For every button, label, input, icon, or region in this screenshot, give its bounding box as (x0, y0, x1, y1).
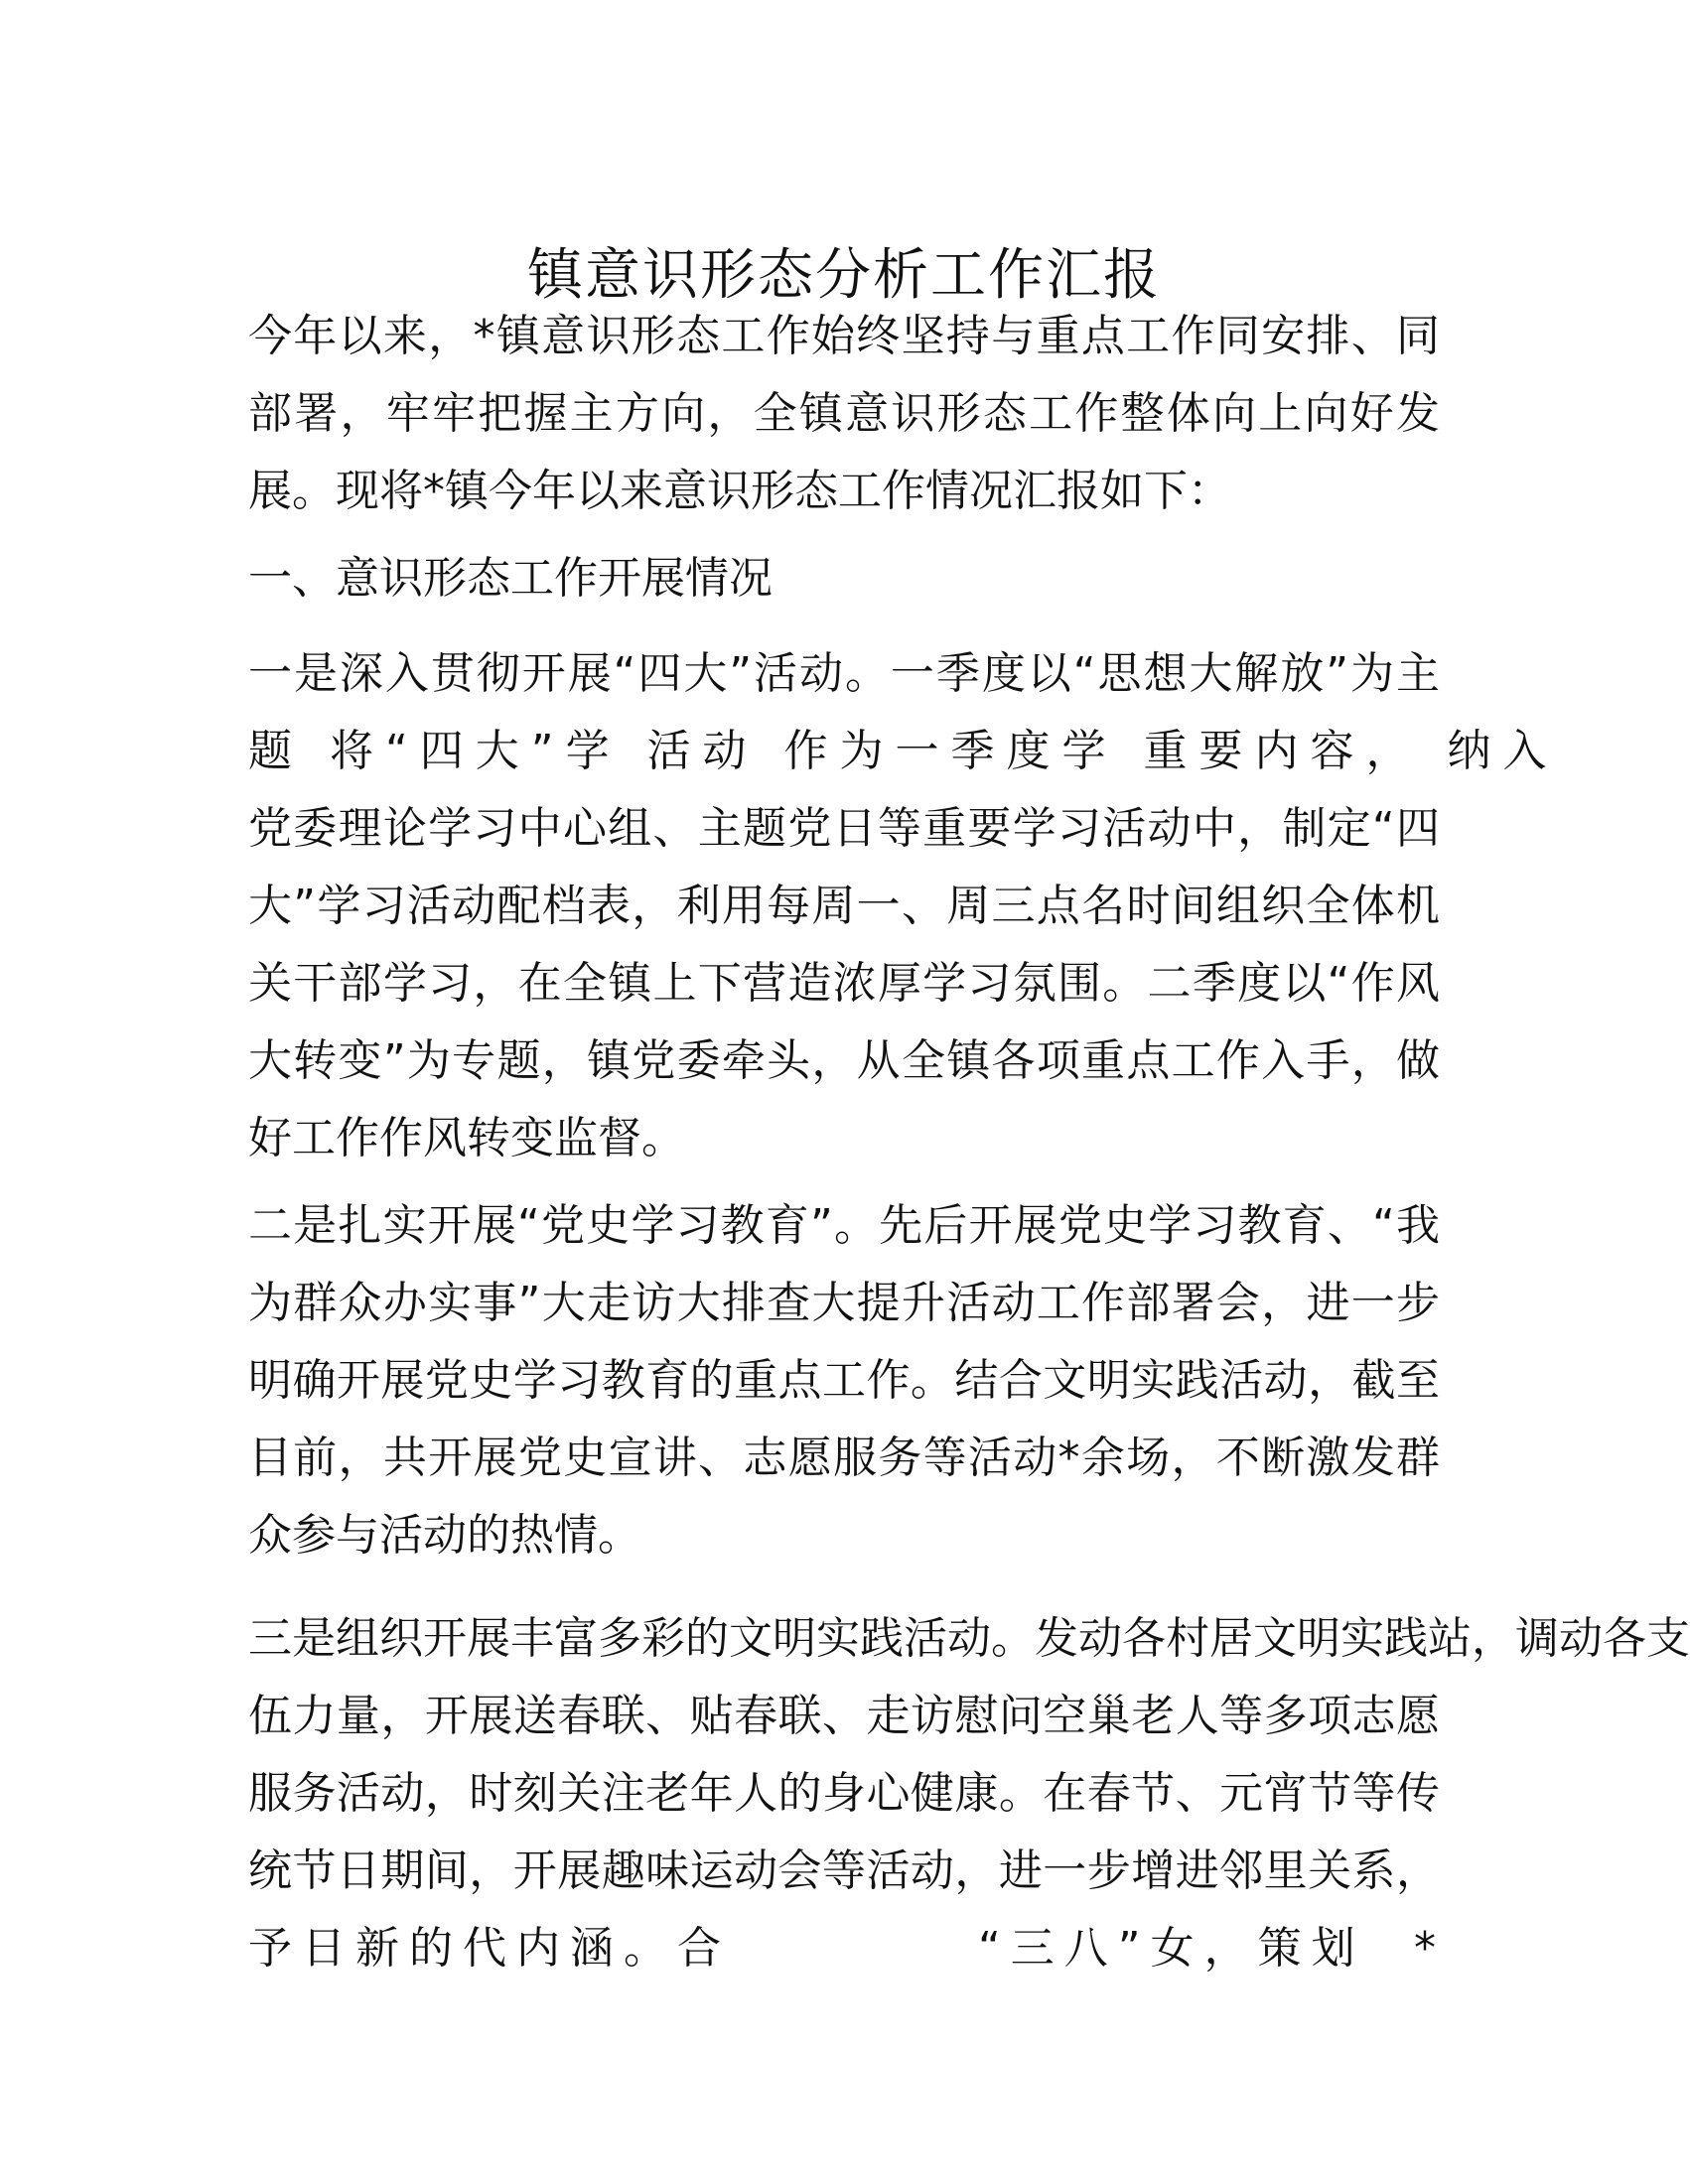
item3-fragment: “三八”女，策划 (978, 1923, 1365, 1974)
item1-paragraph (248, 635, 1559, 1177)
item3-paragraph (248, 1600, 1690, 1910)
item3-fragment: * (1414, 1923, 1436, 1974)
item1-line: 一是深入贯彻开展“四大”活动。一季度以“思想大解放”为主 (248, 648, 1440, 699)
item1-line: 题 将“四大”学 活动 作为一季度学 重要内容， 纳入 (248, 726, 1559, 776)
item1-line: 大转变”为专题，镇党委牵头，从全镇各项重点工作入手，做 (248, 1035, 1440, 1086)
section1-heading: 一、意识形态工作开展情况 (248, 553, 773, 604)
item1-line: 好工作作风转变监督。 (248, 1113, 685, 1163)
item2-line: 目前，共开展党史宣讲、志愿服务等活动*余场，不断激发群 (248, 1433, 1440, 1483)
section-heading (248, 540, 1440, 617)
item3-line: 伍力量，开展送春联、贴春联、走访慰问空巢老人等多项志愿 (248, 1691, 1440, 1741)
item3-line: 统节日期间，开展趣味运动会等活动，进一步增进邻里关系， (248, 1845, 1440, 1896)
document-title: 镇意识形态分析工作汇报 (527, 242, 1161, 308)
item1-line: 党委理论学习中心组、主题党日等重要学习活动中，制定“四 (248, 803, 1440, 854)
intro-line: 展。现将*镇今年以来意识形态工作情况汇报如下： (248, 466, 1231, 516)
item2-line: 众参与活动的热情。 (248, 1510, 641, 1561)
intro-line: 部署，牢牢把握主方向，全镇意识形态工作整体向上向好发 (248, 388, 1440, 439)
item3-line: 服务活动，时刻关注老年人的身心健康。在春节、元宵节等传 (248, 1768, 1440, 1819)
item2-line: 二是扎实开展“党史学习教育”。先后开展党史学习教育、“我 (248, 1200, 1440, 1251)
intro-paragraph (248, 298, 1440, 530)
item2-paragraph (248, 1187, 1440, 1574)
item1-line: 关干部学习，在全镇上下营造浓厚学习氛围。二季度以“作风 (248, 958, 1440, 1009)
item3-line: 三是组织开展丰富多彩的文明实践活动。发动各村居文明实践站，调动各支 (248, 1613, 1690, 1664)
item3-fragment: 予日新的代内涵。合 (248, 1923, 731, 1974)
item1-line: 大”学习活动配档表，利用每周一、周三点名时间组织全体机 (248, 881, 1440, 931)
item2-line: 为群众办实事”大走访大排查大提升活动工作部署会，进一步 (248, 1278, 1440, 1328)
item2-line: 明确开展党史学习教育的重点工作。结合文明实践活动，截至 (248, 1355, 1440, 1406)
intro-line: 今年以来，*镇意识形态工作始终坚持与重点工作同安排、同 (248, 311, 1440, 361)
